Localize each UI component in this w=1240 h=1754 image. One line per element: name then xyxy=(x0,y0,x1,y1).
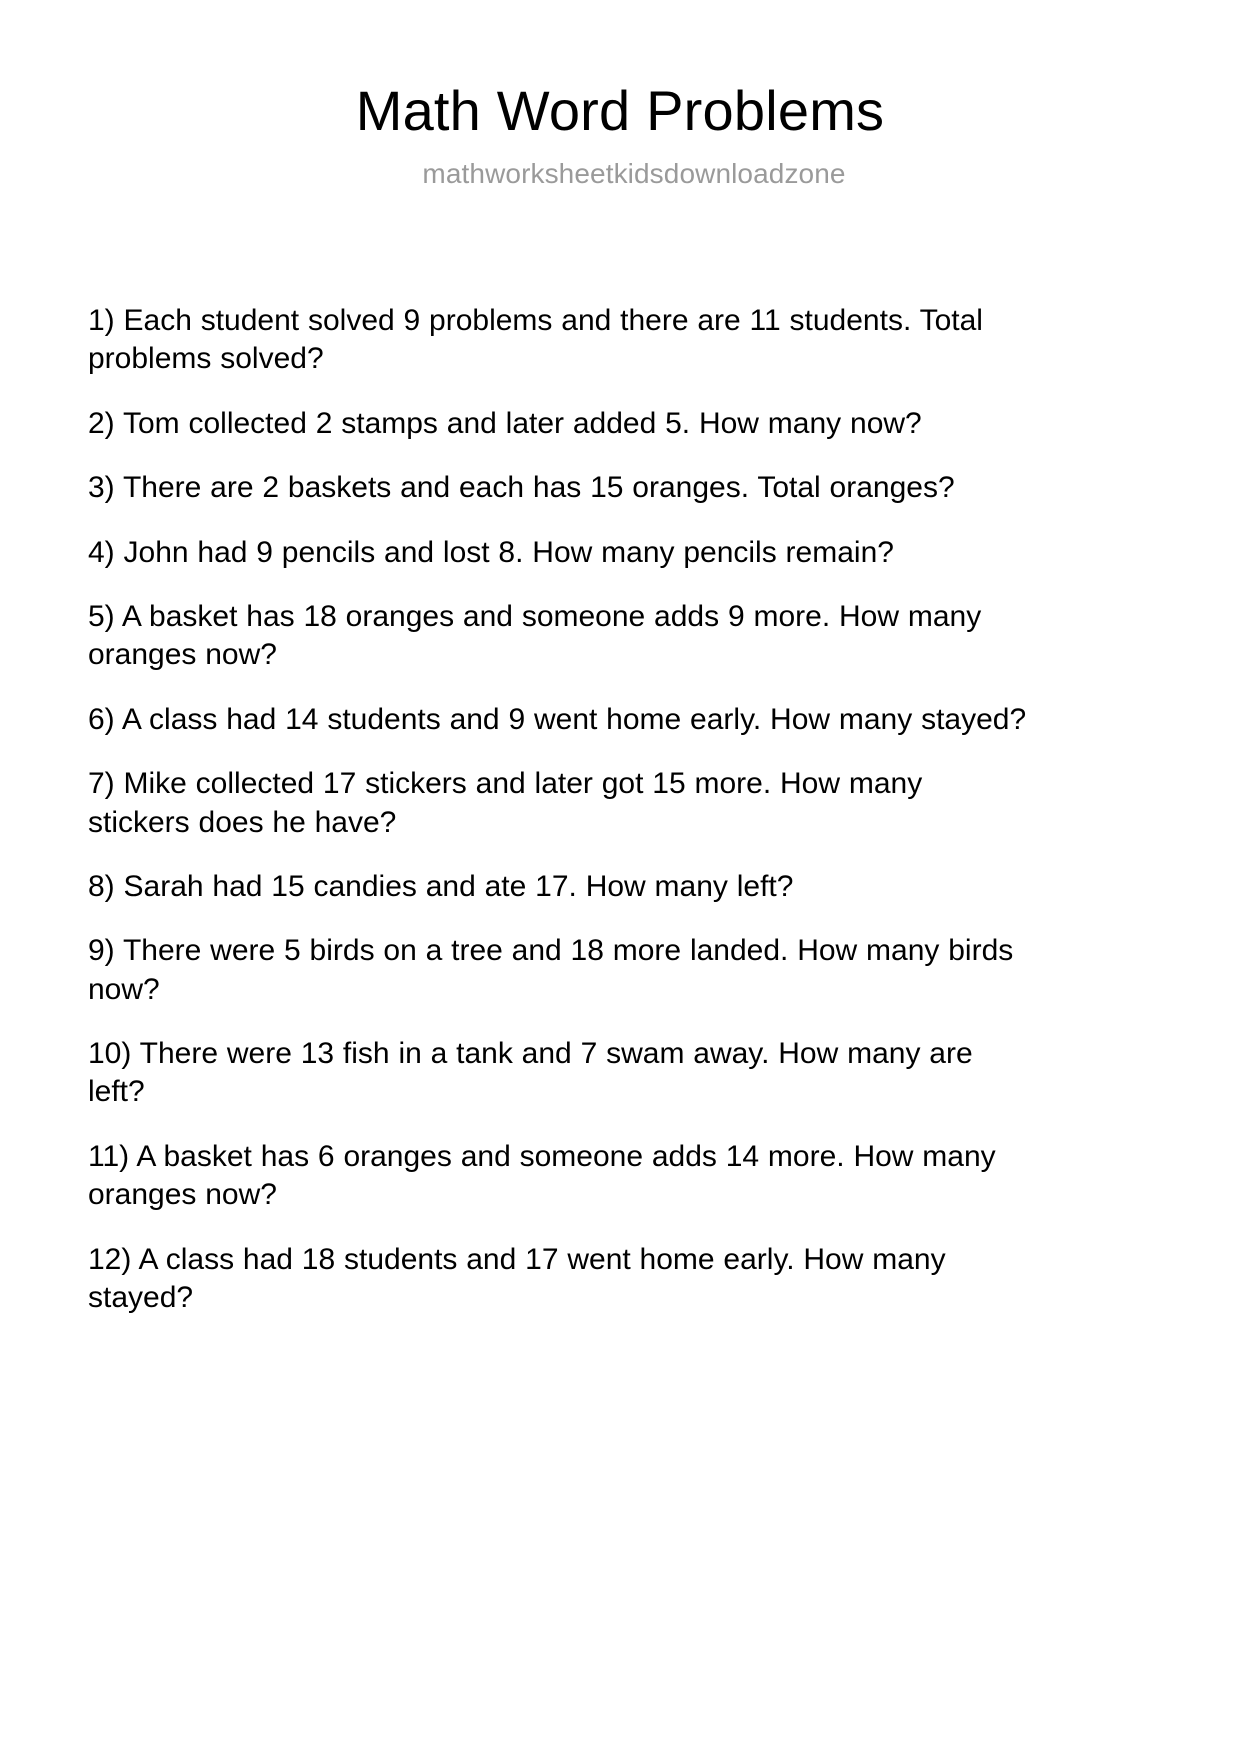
problem-list xyxy=(88,302,1028,1317)
site-attribution: mathworksheetkidsdownloadzone xyxy=(422,157,846,189)
list-item: 9) There were 5 birds on a tree and 18 more landed. How many birds now? xyxy=(88,934,1014,1006)
list-item: 4) John had 9 pencils and lost 8. How many pencils remain? xyxy=(88,535,894,569)
list-item: 1) Each student solved 9 problems and there are 11 students. Total problems solved? xyxy=(88,304,983,376)
list-item: 12) A class had 18 students and 17 went home early. How many stayed? xyxy=(88,1242,946,1315)
list-item: 5) A basket has 18 oranges and someone adds 9 more. How many oranges now? xyxy=(88,599,982,672)
list-item: 7) Mike collected 17 stickers and later got 15 more. How many stickers does he have? xyxy=(88,767,923,839)
list-item: 2) Tom collected 2 stamps and later added 5. How many now? xyxy=(88,406,922,440)
worksheet-header xyxy=(0,0,1240,190)
page-title: Math Word Problems xyxy=(355,79,885,142)
list-item: 3) There are 2 baskets and each has 15 oranges. Total oranges? xyxy=(88,471,955,505)
list-item: 11) A basket has 6 oranges and someone adds 14 more. How many oranges now? xyxy=(88,1139,996,1212)
list-item: 10) There were 13 fish in a tank and 7 swam away. How many are left? xyxy=(88,1037,973,1109)
list-item: 8) Sarah had 15 candies and ate 17. How many left? xyxy=(88,869,794,903)
list-item: 6) A class had 14 students and 9 went home early. How many stayed? xyxy=(88,702,1027,736)
